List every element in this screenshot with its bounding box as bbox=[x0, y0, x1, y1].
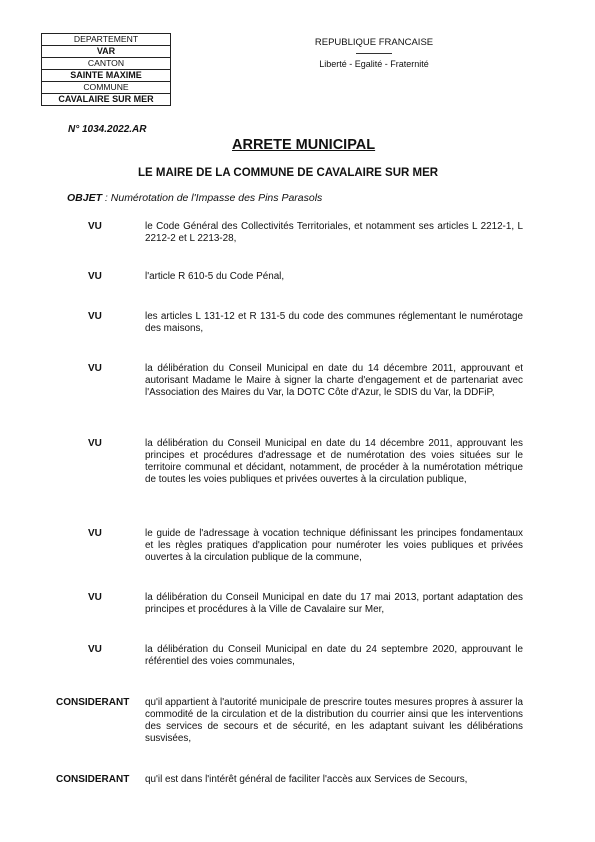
clause-keyword: VU bbox=[88, 528, 102, 539]
clause-text: le guide de l'adressage à vocation technique définissant les principes fondamentaux et les règles pratiques d'application pour numéroter les voies publiques et privées ouvertes à la circulation publique de la commune, bbox=[145, 528, 523, 563]
document-title: ARRETE MUNICIPAL bbox=[232, 137, 376, 153]
clause-text: la délibération du Conseil Municipal en date du 14 décembre 2011, approuvant les principes et procédures d'adressage et de numérotation des voies situées sur le territoire communal et décidant, notamment, de procéder à la numérotation métrique de toutes les voies publiques et privées ouvertes à la circulation publique, bbox=[145, 438, 523, 485]
clause-keyword: VU bbox=[88, 438, 102, 449]
clause-text: la délibération du Conseil Municipal en date du 14 décembre 2011, approuvant et autorisant Madame le Maire à signer la charte d'engagement et de partenariat avec l'Association des Maires du Var, la DOTC Côte d'Azur, le SDIS du Var, la DDFiP, bbox=[145, 363, 523, 398]
clause-text: les articles L 131-12 et R 131-5 du code des communes réglementant le numérotage des maisons, bbox=[145, 311, 523, 334]
republic-name: REPUBLIQUE FRANCAISE bbox=[314, 37, 434, 48]
administrative-header-table bbox=[41, 33, 171, 106]
canton-value: SAINTE MAXIME bbox=[42, 70, 171, 82]
clause-text: l'article R 610-5 du Code Pénal, bbox=[145, 271, 285, 282]
clause-text: la délibération du Conseil Municipal en date du 24 septembre 2020, approuvant le référentiel des voies communales, bbox=[145, 644, 523, 667]
commune-value: CAVALAIRE SUR MER bbox=[42, 94, 171, 106]
clause-keyword: VU bbox=[88, 221, 102, 232]
decree-number: N° 1034.2022.AR bbox=[68, 124, 147, 135]
department-label: DEPARTEMENT bbox=[42, 34, 171, 46]
subject-label: OBJET bbox=[67, 192, 103, 204]
clause-keyword: VU bbox=[88, 592, 102, 603]
subject-line bbox=[67, 192, 322, 204]
clause-text: qu'il est dans l'intérêt général de faciliter l'accès aux Services de Secours, bbox=[145, 774, 468, 785]
clause-keyword: CONSIDERANT bbox=[56, 774, 130, 785]
clause-text: la délibération du Conseil Municipal en date du 17 mai 2013, portant adaptation des principes et procédures à la Ville de Cavalaire sur Mer, bbox=[145, 592, 523, 615]
document-subtitle: LE MAIRE DE LA COMMUNE DE CAVALAIRE SUR MER bbox=[138, 167, 439, 179]
commune-label: COMMUNE bbox=[42, 82, 171, 94]
clause-keyword: VU bbox=[88, 363, 102, 374]
clause-text: le Code Général des Collectivités Territoriales, et notamment ses articles L 2212-1, L 2212-2 et L 2213-28, bbox=[145, 221, 523, 244]
republic-heading bbox=[300, 37, 448, 69]
subject-text: : Numérotation de l'Impasse des Pins Parasols bbox=[102, 192, 323, 204]
clause-keyword: VU bbox=[88, 271, 102, 282]
clause-keyword: VU bbox=[88, 644, 102, 655]
canton-label: CANTON bbox=[42, 58, 171, 70]
clause-keyword: CONSIDERANT bbox=[56, 697, 130, 708]
republic-motto: Liberté - Egalité - Fraternité bbox=[319, 59, 429, 69]
republic-divider bbox=[356, 53, 392, 54]
clause-keyword: VU bbox=[88, 311, 102, 322]
department-value: VAR bbox=[42, 46, 171, 58]
clause-text: qu'il appartient à l'autorité municipale de prescrire toutes mesures propres à assurer la commodité de la circulation et de la distribution du courrier ainsi que les interventions des services de secours et de sécurité, en les adaptant suivant les délibérations susvisées, bbox=[145, 697, 523, 744]
